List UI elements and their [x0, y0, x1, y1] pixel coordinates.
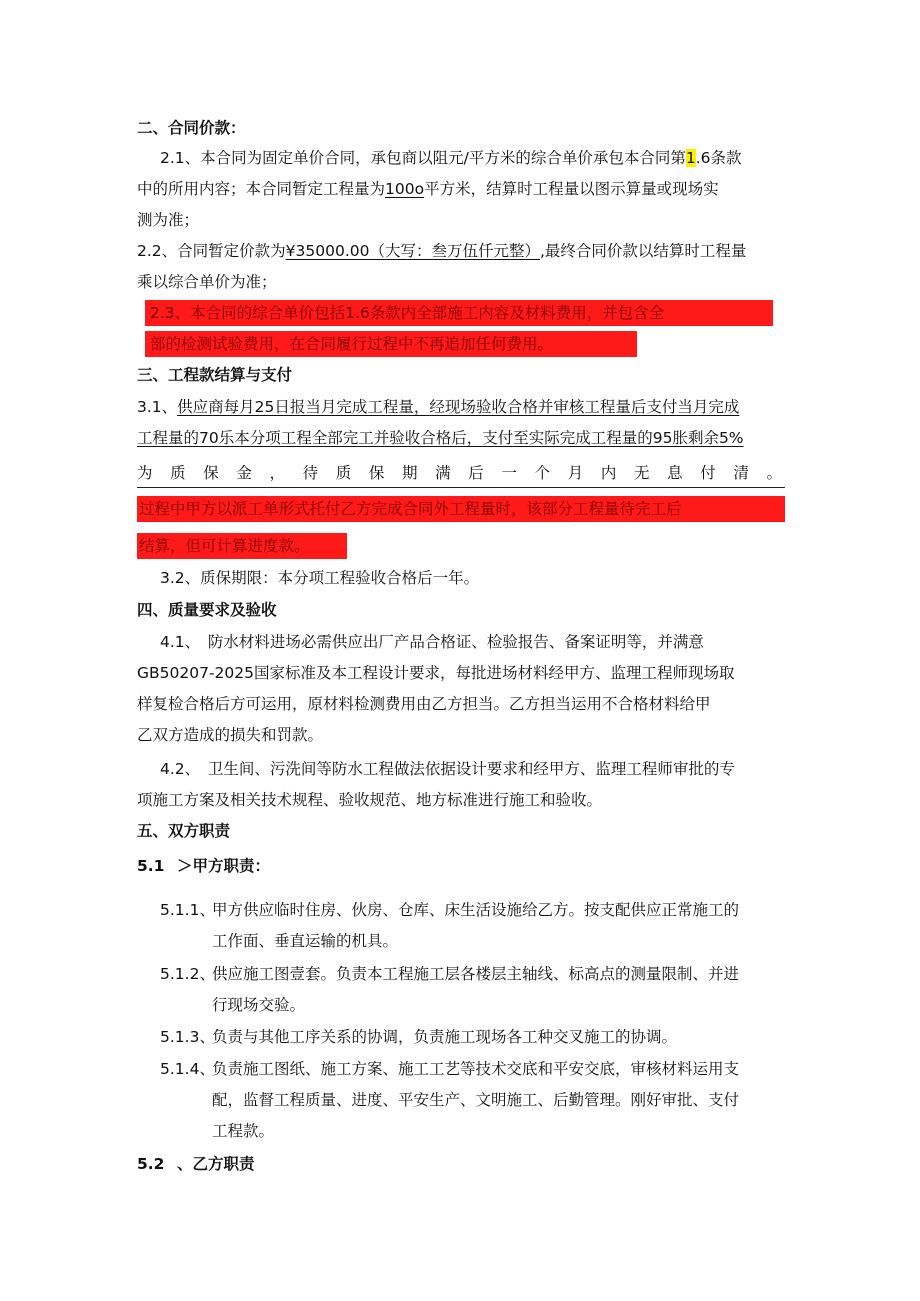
clause-5-1-4-line-3: 工程款。: [212, 1122, 275, 1140]
clause-2-1-line-3: 测为准；: [137, 211, 200, 229]
clause-5-1-1-line-1: 甲方供应临时住房、伙房、仓库、床生活设施给乙方。按支配供应正常施工的: [212, 901, 740, 919]
clause-4-1-line-2: GB50207-2025国家标准及本工程设计要求，每批进场材料经甲方、监理工程师现场取: [137, 664, 735, 682]
clause-3-1-red-line-2: 结算，但可计算进度款。: [139, 537, 310, 555]
clause-4-2-line-1: 4.2、 卫生间、污洗间等防水工程做法依据设计要求和经甲方、监理工程师审批的专: [160, 760, 735, 778]
clause-2-2-line-2: 乘以综合单价为准；: [137, 273, 277, 291]
clause-5-1-3-line-1: 负责与其他工序关系的协调，负责施工现场各工种交叉施工的协调。: [212, 1028, 678, 1046]
clause-3-2: 3.2、质保期限：本分项工程验收合格后一年。: [160, 569, 480, 587]
clause-3-1-line-3: 为质保金，待质保期满后一个月内无息付清。: [137, 464, 782, 482]
clause-2-3-line-2: 部的检测试验费用，在合同履行过程中不再追加任何费用。: [150, 335, 554, 353]
clause-2-1-line-1: 2.1、本合同为固定单价合同，承包商以阻元/平方米的综合单价承包本合同第1.6条款: [160, 149, 742, 167]
clause-5-1-1-number: 5.1.1、: [160, 901, 215, 919]
subsection-5-1-title: ＞甲方职责：: [177, 857, 271, 875]
subsection-5-1-number: 5.1: [137, 857, 165, 875]
subsection-5-2-title: 、乙方职责: [177, 1155, 255, 1173]
clause-3-1-line-1: 3.1、供应商每月25日报当月完成工程量，经现场验收合格并审核工程量后支付当月完成: [137, 398, 740, 416]
clause-2-1-line-2: 中的所用内容；本合同暂定工程量为100o平方米，结算时工程量以图示算量或现场实: [137, 180, 719, 198]
clause-5-1-4-number: 5.1.4、: [160, 1060, 215, 1078]
clause-4-2-line-2: 项施工方案及相关技术规程、验收规范、地方标准进行施工和验收。: [137, 791, 603, 809]
clause-4-1-line-4: 乙双方造成的损失和罚款。: [137, 726, 324, 744]
clause-5-1-1-line-2: 工作面、垂直运输的机具。: [212, 932, 399, 950]
section-2-heading: 二、合同价款：: [137, 119, 246, 137]
clause-4-1-line-3: 样复检合格后方可运用，原材料检测费用由乙方担当。乙方担当运用不合格材料给甲: [137, 695, 711, 713]
subsection-5-2-number: 5.2: [137, 1155, 165, 1173]
clause-5-1-4-line-1: 负责施工图纸、施工方案、施工工艺等技术交底和平安交底，审核材料运用支: [212, 1060, 740, 1078]
clause-2-2-line-1: 2.2、合同暂定价款为¥35000.00（大写：叁万伍仟元整）,最终合同价款以结算时工程量: [137, 242, 747, 260]
clause-3-1-red-line-1: 过程中甲方以派工单形式托付乙方完成合同外工程量时，该部分工程量待完工后: [139, 500, 682, 518]
clause-5-1-3-number: 5.1.3、: [160, 1028, 215, 1046]
clause-5-1-2-line-2: 行现场交验。: [212, 996, 306, 1014]
clause-2-3-line-1: 2.3、本合同的综合单价包括1.6条款内全部施工内容及材料费用，并包含全: [150, 304, 665, 322]
section-3-heading: 三、工程款结算与支付: [137, 366, 293, 384]
clause-5-1-2-number: 5.1.2、: [160, 965, 215, 983]
section-4-heading: 四、质量要求及验收: [137, 601, 277, 619]
clause-5-1-4-line-2: 配，监督工程质量、进度、平安生产、文明施工、后勤管理。刚好审批、支付: [212, 1091, 740, 1109]
clause-5-1-2-line-1: 供应施工图壹套。负责本工程施工层各楼层主轴线、标高点的测量限制、并进: [212, 965, 740, 983]
clause-3-1-line-2: 工程量的70乐本分项工程全部完工并验收合格后，支付至实际完成工程量的95胀剩余5%: [137, 429, 744, 447]
section-5-heading: 五、双方职责: [137, 822, 231, 840]
underline-rule: [137, 487, 785, 488]
clause-4-1-line-1: 4.1、 防水材料进场必需供应出厂产品合格证、检验报告、备案证明等，并满意: [160, 633, 704, 651]
yellow-highlight: 1: [685, 149, 696, 167]
